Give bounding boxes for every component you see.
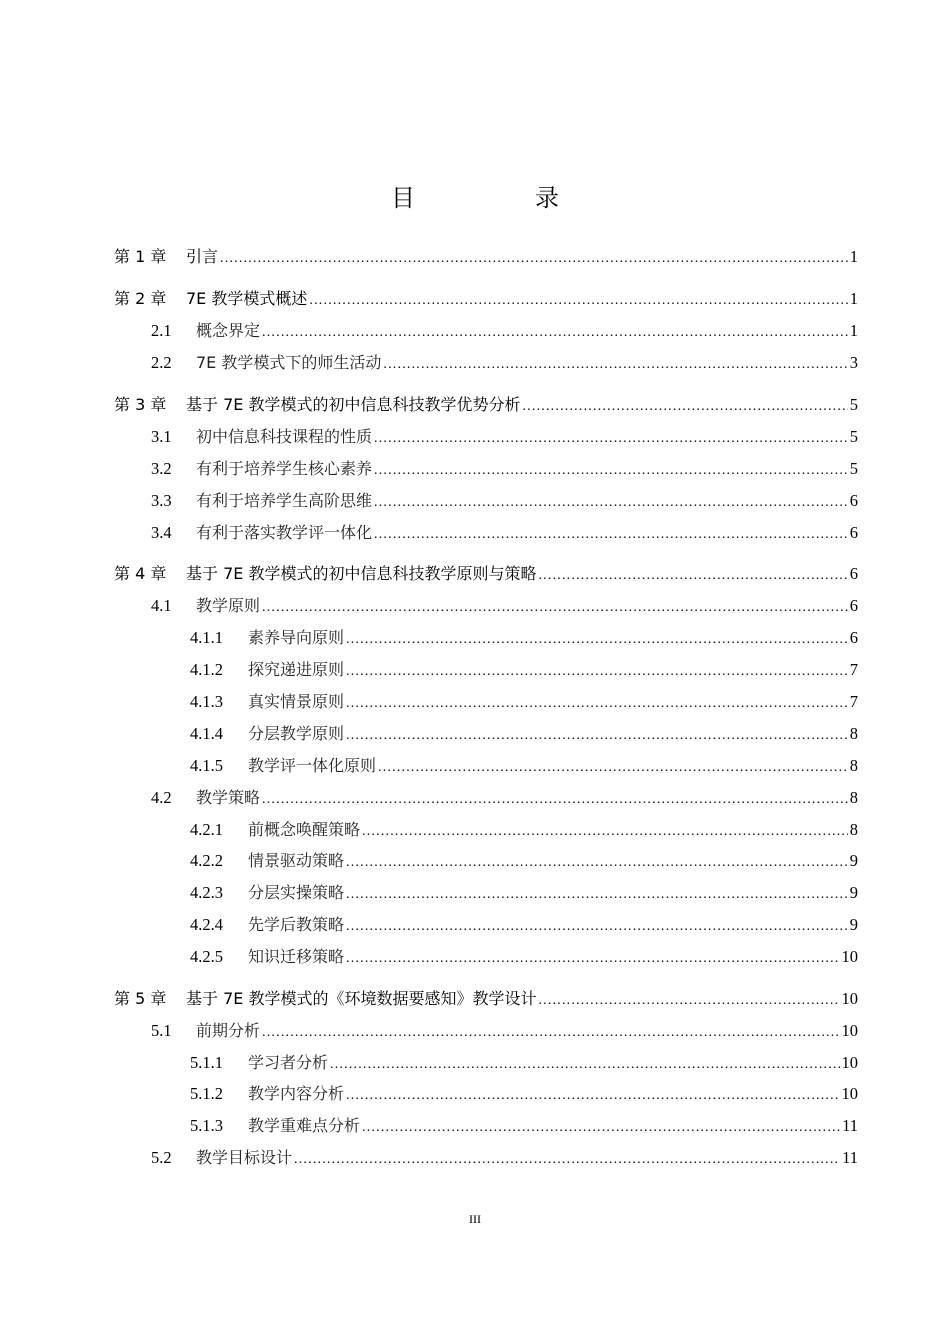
toc-entry-chapter[interactable] (114, 559, 858, 589)
toc-leader (346, 689, 848, 719)
toc-title: 先学后教策略 (248, 915, 345, 934)
toc-number: 5.1 (151, 1021, 172, 1040)
toc-page: 10 (841, 947, 858, 966)
toc-page: 10 (841, 1084, 858, 1103)
toc-title: 有利于培养学生高阶思维 (196, 491, 373, 510)
toc-page: 8 (849, 788, 858, 807)
toc-title: 初中信息科技课程的性质 (196, 427, 373, 446)
toc-entry-subsection[interactable] (190, 623, 858, 653)
toc-page: 3 (849, 353, 858, 372)
toc-number: 3.1 (151, 427, 172, 446)
toc-number: 3.4 (151, 523, 172, 542)
toc-number: 3.2 (151, 459, 172, 478)
toc-entry-subsection[interactable] (190, 815, 858, 845)
toc-entry-subsection[interactable] (190, 846, 858, 876)
toc-title: 有利于培养学生核心素养 (196, 459, 373, 478)
toc-title: 分层实操策略 (248, 883, 345, 902)
toc-entry-section[interactable] (151, 454, 858, 484)
toc-page: 5 (849, 395, 858, 414)
toc-leader (346, 848, 848, 878)
toc-number: 第 2 章 (114, 289, 167, 308)
toc-number: 第 3 章 (114, 395, 167, 414)
toc-number: 第 4 章 (114, 564, 167, 583)
toc-entry-chapter[interactable] (114, 284, 858, 314)
toc-title: 教学原则 (196, 596, 261, 615)
toc-title: 素养导向原则 (248, 628, 345, 647)
toc-page: 10 (841, 1053, 858, 1072)
toc-title: 教学目标设计 (196, 1148, 293, 1167)
toc-leader (294, 1145, 840, 1175)
toc-page: 1 (849, 247, 858, 266)
toc-page: 5 (849, 427, 858, 446)
toc-number: 4.1.1 (190, 628, 223, 647)
toc-number: 4.1.4 (190, 724, 223, 743)
toc-page: 9 (849, 883, 858, 902)
toc-number: 4.1 (151, 596, 172, 615)
toc-leader (522, 392, 847, 422)
toc-page: 8 (849, 756, 858, 775)
toc-leader (374, 456, 848, 486)
toc-title: 教学内容分析 (248, 1084, 345, 1103)
toc-page: 1 (849, 321, 858, 340)
toc-page: 6 (849, 491, 858, 510)
toc-leader (262, 1018, 839, 1048)
toc-number: 4.2.5 (190, 947, 223, 966)
toc-title: 分层教学原则 (248, 724, 345, 743)
toc-leader (346, 625, 848, 655)
toc-number: 5.1.2 (190, 1084, 223, 1103)
toc-title: 概念界定 (196, 321, 261, 340)
toc-entry-section[interactable] (151, 591, 858, 621)
toc-title: 有利于落实教学评一体化 (196, 523, 373, 542)
toc-title: 基于 7E 教学模式的《环境数据要感知》教学设计 (186, 989, 537, 1008)
toc-entry-chapter[interactable] (114, 242, 858, 272)
toc-page: 11 (842, 1148, 858, 1167)
toc-leader (346, 880, 848, 910)
toc-title: 真实情景原则 (248, 692, 345, 711)
toc-title: 探究递进原则 (248, 660, 345, 679)
toc-page: 8 (849, 724, 858, 743)
toc-leader (374, 424, 848, 454)
toc-page: 10 (841, 1021, 858, 1040)
toc-entry-subsection[interactable] (190, 719, 858, 749)
toc-title: 7E 教学模式概述 (186, 289, 308, 308)
toc-entry-section[interactable] (151, 1143, 858, 1173)
toc-leader (330, 1050, 839, 1080)
toc-number: 3.3 (151, 491, 172, 510)
toc-page: 6 (849, 564, 858, 583)
toc-leader (378, 753, 848, 783)
toc-number: 4.1.2 (190, 660, 223, 679)
toc-title: 教学策略 (196, 788, 261, 807)
page-title: 目 录 (391, 184, 607, 212)
toc-title: 知识迁移策略 (248, 947, 345, 966)
toc-entry-subsection[interactable] (190, 687, 858, 717)
toc-entry-chapter[interactable] (114, 984, 858, 1014)
toc-title: 学习者分析 (248, 1053, 329, 1072)
toc-entry-subsection[interactable] (190, 1111, 858, 1141)
toc-page: 5 (849, 459, 858, 478)
toc-entry-section[interactable] (151, 1016, 858, 1046)
toc-leader (346, 657, 848, 687)
toc-title: 7E 教学模式下的师生活动 (196, 353, 382, 372)
toc-number: 第 1 章 (114, 247, 167, 266)
toc-number: 2.1 (151, 321, 172, 340)
toc-number: 4.2.1 (190, 820, 223, 839)
toc-entry-subsection[interactable] (190, 878, 858, 908)
toc-entry-section[interactable] (151, 518, 858, 548)
toc-leader (262, 318, 848, 348)
toc-leader (346, 944, 839, 974)
toc-title: 前期分析 (196, 1021, 261, 1040)
toc-page: 6 (849, 596, 858, 615)
toc-title: 教学重难点分析 (248, 1116, 361, 1135)
toc-leader (383, 350, 847, 380)
toc-leader (262, 593, 848, 623)
toc-leader (374, 488, 848, 518)
toc-entry-section[interactable] (151, 316, 858, 346)
toc-number: 第 5 章 (114, 989, 167, 1008)
toc-entry-section[interactable] (151, 422, 858, 452)
toc-title: 引言 (186, 247, 219, 266)
toc-leader (262, 785, 848, 815)
toc-number: 5.1.3 (190, 1116, 223, 1135)
toc-title: 基于 7E 教学模式的初中信息科技教学原则与策略 (186, 564, 537, 583)
toc-page: 7 (849, 660, 858, 679)
toc-entry-chapter[interactable] (114, 390, 858, 420)
toc-leader (362, 1113, 840, 1143)
toc-title: 前概念唤醒策略 (248, 820, 361, 839)
toc-title: 教学评一体化原则 (248, 756, 377, 775)
toc-entry-subsection[interactable] (190, 655, 858, 685)
toc-number: 4.2 (151, 788, 172, 807)
toc-title: 基于 7E 教学模式的初中信息科技教学优势分析 (186, 395, 521, 414)
toc-leader (538, 986, 839, 1016)
toc-leader (309, 286, 847, 316)
toc-entry-subsection[interactable] (190, 1079, 858, 1109)
page-number: III (469, 1212, 481, 1226)
toc-entry-section[interactable] (151, 486, 858, 516)
toc-page: 9 (849, 851, 858, 870)
toc-number: 4.2.3 (190, 883, 223, 902)
toc-number: 4.2.4 (190, 915, 223, 934)
toc-number: 5.1.1 (190, 1053, 223, 1072)
toc-leader (346, 721, 848, 751)
toc-page: 6 (849, 628, 858, 647)
toc-leader (362, 817, 848, 847)
toc-page: 1 (849, 289, 858, 308)
toc-page: 10 (841, 989, 858, 1008)
toc-leader (220, 244, 848, 274)
toc-number: 5.2 (151, 1148, 172, 1167)
toc-leader (374, 520, 848, 550)
toc-number: 4.1.3 (190, 692, 223, 711)
toc-number: 4.2.2 (190, 851, 223, 870)
toc-entry-section[interactable] (151, 783, 858, 813)
toc-leader (538, 561, 847, 591)
toc-entry-section[interactable] (151, 348, 858, 378)
toc-leader (346, 912, 848, 942)
toc-leader (346, 1081, 839, 1111)
toc-entry-subsection[interactable] (190, 942, 858, 972)
toc-title: 情景驱动策略 (248, 851, 345, 870)
toc-page: 9 (849, 915, 858, 934)
toc-page: 8 (849, 820, 858, 839)
toc-page: 11 (842, 1116, 858, 1135)
toc-number: 2.2 (151, 353, 172, 372)
toc-page: 6 (849, 523, 858, 542)
toc-page: 7 (849, 692, 858, 711)
toc-entry-subsection[interactable] (190, 751, 858, 781)
toc-number: 4.1.5 (190, 756, 223, 775)
toc-entry-subsection[interactable] (190, 910, 858, 940)
toc-entry-subsection[interactable] (190, 1048, 858, 1078)
